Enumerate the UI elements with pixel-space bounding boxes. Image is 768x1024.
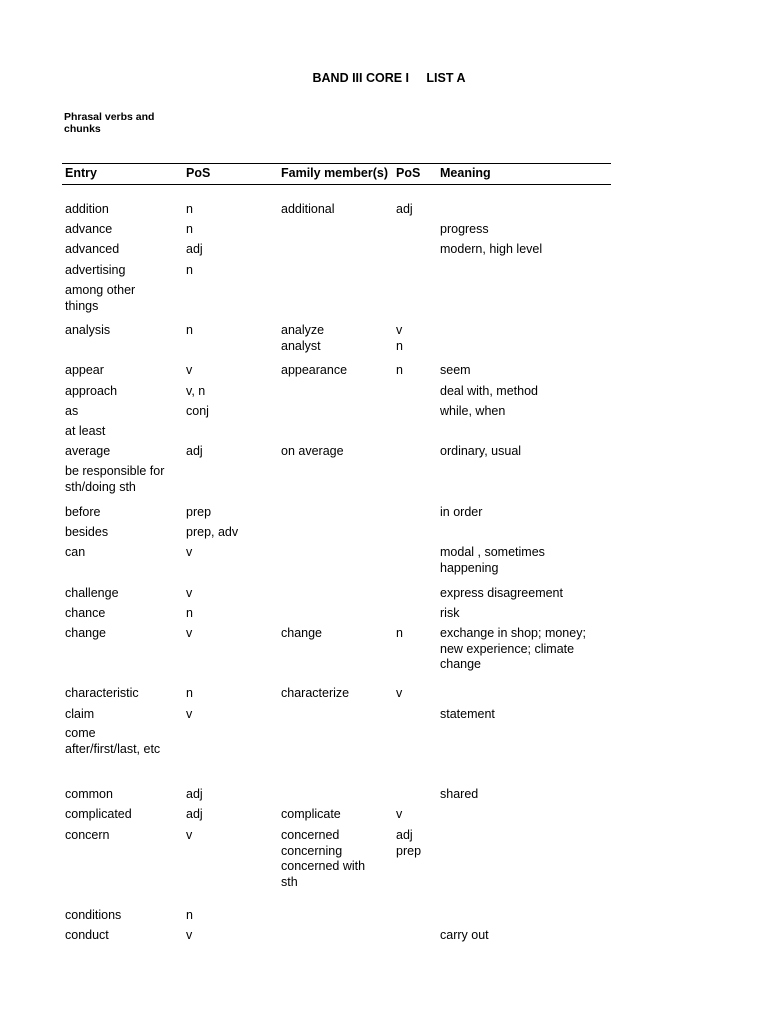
entry-cell: analysis [65, 323, 111, 337]
entry-cell: at least [65, 424, 106, 438]
entry-cell: among other things [65, 283, 136, 313]
entry-cell: common [65, 787, 113, 801]
table-header-rule [62, 184, 611, 185]
meaning-cell: ordinary, usual [440, 444, 522, 458]
pos-cell: n [186, 323, 193, 337]
family-member-cell: concerned concerning concerned with sth [281, 828, 366, 889]
entry-cell: chance [65, 606, 106, 620]
entry-cell: approach [65, 384, 118, 398]
meaning-cell: seem [440, 363, 471, 377]
entry-cell: challenge [65, 586, 119, 600]
meaning-cell: express disagreement [440, 586, 563, 600]
section-subtitle: Phrasal verbs and chunks [64, 111, 155, 135]
family-member-cell: change [281, 626, 323, 640]
pos-cell: n [186, 908, 193, 922]
pos-cell: n [186, 686, 193, 700]
pos-cell: n [186, 202, 193, 216]
table-top-rule [62, 163, 611, 164]
pos-cell: v [186, 928, 193, 942]
meaning-cell: progress [440, 222, 489, 236]
family-pos-cell: v [396, 686, 403, 700]
pos-cell: n [186, 263, 193, 277]
family-member-cell: on average [281, 444, 344, 458]
entry-cell: advertising [65, 263, 126, 277]
entry-cell: claim [65, 707, 95, 721]
pos-cell: v [186, 363, 193, 377]
entry-cell: advance [65, 222, 113, 236]
family-pos-cell: v n [396, 323, 403, 353]
pos-cell: prep [186, 505, 212, 519]
family-pos-cell: n [396, 363, 403, 377]
entry-cell: be responsible for sth/doing sth [65, 464, 165, 494]
meaning-cell: carry out [440, 928, 489, 942]
page-title: BAND III CORE I LIST A [312, 71, 466, 85]
meaning-cell: in order [440, 505, 483, 519]
meaning-cell: while, when [440, 404, 506, 418]
pos-cell: prep, adv [186, 525, 239, 539]
pos-cell: adj [186, 242, 203, 256]
entry-cell: complicated [65, 807, 132, 821]
pos-cell: adj [186, 807, 203, 821]
entry-cell: conduct [65, 928, 109, 942]
entry-cell: conditions [65, 908, 122, 922]
header-pos-family: PoS [396, 166, 421, 180]
entry-cell: addition [65, 202, 109, 216]
pos-cell: conj [186, 404, 209, 418]
header-entry: Entry [65, 166, 97, 180]
entry-cell: come after/first/last, etc [65, 726, 161, 756]
meaning-cell: modal , sometimes happening [440, 545, 545, 575]
pos-cell: v [186, 586, 193, 600]
meaning-cell: modern, high level [440, 242, 543, 256]
entry-cell: besides [65, 525, 109, 539]
entry-cell: average [65, 444, 111, 458]
family-pos-cell: adj prep [396, 828, 422, 858]
pos-cell: v [186, 828, 193, 842]
meaning-cell: exchange in shop; money; new experience; climate change [440, 626, 586, 671]
entry-cell: as [65, 404, 79, 418]
family-member-cell: characterize [281, 686, 350, 700]
pos-cell: v, n [186, 384, 206, 398]
entry-cell: appear [65, 363, 104, 377]
entry-cell: concern [65, 828, 110, 842]
family-member-cell: appearance [281, 363, 348, 377]
pos-cell: adj [186, 444, 203, 458]
pos-cell: n [186, 222, 193, 236]
entry-cell: change [65, 626, 107, 640]
pos-cell: v [186, 707, 193, 721]
meaning-cell: risk [440, 606, 460, 620]
pos-cell: v [186, 545, 193, 559]
pos-cell: v [186, 626, 193, 640]
family-pos-cell: adj [396, 202, 413, 216]
meaning-cell: deal with, method [440, 384, 538, 398]
entry-cell: advanced [65, 242, 120, 256]
pos-cell: n [186, 606, 193, 620]
family-member-cell: complicate [281, 807, 341, 821]
family-pos-cell: v [396, 807, 403, 821]
family-member-cell: analyze analyst [281, 323, 325, 353]
header-family-members: Family member(s) [281, 166, 388, 180]
family-pos-cell: n [396, 626, 403, 640]
entry-cell: characteristic [65, 686, 139, 700]
header-pos: PoS [186, 166, 211, 180]
pos-cell: adj [186, 787, 203, 801]
header-meaning: Meaning [440, 166, 491, 180]
meaning-cell: statement [440, 707, 495, 721]
entry-cell: can [65, 545, 86, 559]
entry-cell: before [65, 505, 101, 519]
meaning-cell: shared [440, 787, 479, 801]
family-member-cell: additional [281, 202, 335, 216]
